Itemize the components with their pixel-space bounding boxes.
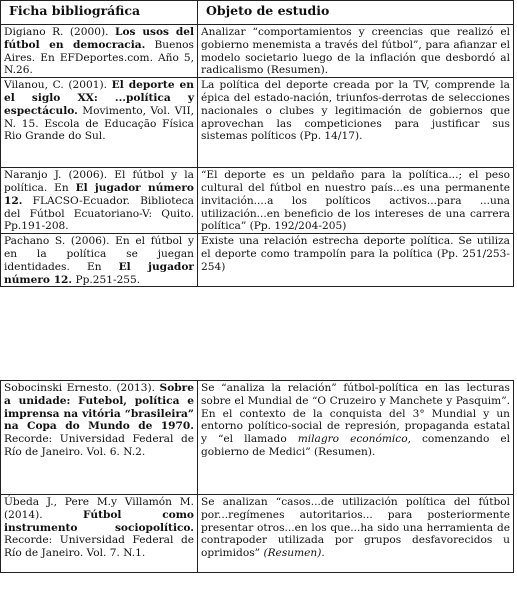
ficha-text: Recorde: Universidad Federal de Río de Janeiro. Vol. 6. N.2. xyxy=(4,433,194,458)
ficha-text: Digiano R. (2000). xyxy=(4,26,116,38)
ficha-title: Sobre a unidade: Futebol, política e imprensa na vitória “brasileira” na Copa do Mundo de 1970. xyxy=(4,382,194,433)
objeto-text: Existe una relación estrecha deporte política. Se utiliza el deporte como trampolín para la política (Pp. 251/253-254) xyxy=(201,235,510,273)
ficha-text: Naranjo J. (2006). El fútbol y la política. En xyxy=(4,169,194,194)
ficha-cell xyxy=(1,25,198,78)
ficha-title: El jugador número 12. xyxy=(4,181,194,207)
header-ficha: Ficha bibliográfica xyxy=(1,1,198,25)
table-row xyxy=(1,381,514,495)
table-row xyxy=(1,168,514,234)
ficha-text: Pachano S. (2006). En el fútbol y en la política se juegan identidades. En xyxy=(4,235,194,273)
ficha-cell xyxy=(1,495,198,573)
bibliography-table-bottom xyxy=(0,380,514,573)
ficha-title: Los usos del fútbol en democracia. xyxy=(4,26,195,51)
ficha-text: Movimento, Vol. VII, N. 15. Escola de Educação Física Rio Grande do Sul. xyxy=(4,104,194,143)
ficha-title: El deporte en el siglo XX: ...política y espectáculo. xyxy=(4,79,194,117)
ficha-cell xyxy=(1,78,198,168)
table-row xyxy=(1,25,514,78)
ficha-title: Fútbol como instrumento sociopolítico. xyxy=(4,508,194,534)
objeto-cell xyxy=(198,168,514,234)
header-objeto: Objeto de estudio xyxy=(198,1,514,25)
ficha-title: El jugador número 12. xyxy=(4,260,194,286)
objeto-cell xyxy=(198,495,514,573)
bibliography-table-top xyxy=(0,0,514,287)
table-row xyxy=(1,234,514,287)
objeto-cell xyxy=(198,381,514,495)
objeto-cell xyxy=(198,234,514,287)
objeto-text: Analizar “comportamientos y creencias que realizó el gobierno menemista a través del fútbol”, para afianzar el modelo societario luego de la inflación que desbordó al radicalismo (Resumen). xyxy=(201,26,510,77)
ficha-cell xyxy=(1,234,198,287)
objeto-cell xyxy=(198,25,514,78)
table-row xyxy=(1,78,514,168)
objeto-text: Se analizan “casos...de utilización política del fútbol por...regímenes autoritarios... para posteriormente presentar otros...en los que...ha sido una herramienta de contrapoder utilizada por grupos desfavorecidos u oprimidos” xyxy=(201,496,510,560)
ficha-text: Recorde: Universidad Federal de Río de Janeiro. Vol. 7. N.1. xyxy=(4,534,194,560)
objeto-text: “El deporte es un peldaño para la política...; el peso cultural del fútbol en nuestro país...es una permanente invitación....a los políticos activos...para ...una utilización...en beneficio de los intereses de una carrera política” (Pp. 192/204-205) xyxy=(201,169,510,233)
objeto-text: La política del deporte creada por la TV, comprende la épica del estado-nación, triunfos-derrotas de selecciones nacionales o clubes y legitimación de gobiernos que aprovechan las competiciones para justificar sus sistemas políticos (Pp. 14/17). xyxy=(201,79,510,143)
ficha-text: FLACSO-Ecuador. Biblioteca del Fútbol Ecuatoriano-V: Quito. Pp.191-208. xyxy=(4,194,194,233)
table-header-row xyxy=(1,1,514,25)
page-gap xyxy=(0,367,517,380)
table-row xyxy=(1,495,514,573)
ficha-text: Pp.251-255. xyxy=(72,273,141,286)
ficha-text: Sobocinski Ernesto. (2013). xyxy=(4,382,160,394)
objeto-text: , comenzando el gobierno de Medici” (Resumen). xyxy=(201,433,510,458)
objeto-text: Se “analiza la relación” fútbol-política en las lecturas sobre el Mundial de “O Cruzeiro y Manchete y Pasquim”. En el contexto de la conquista del 3° Mundial y un entorno político-social de represión, propaganda estatal y “el llamado xyxy=(201,382,510,446)
objeto-cell xyxy=(198,78,514,168)
ficha-text: Úbeda J., Pere M.y Villamón M. (2014). xyxy=(4,496,194,521)
objeto-italic: (Resumen). xyxy=(263,547,325,560)
ficha-cell xyxy=(1,168,198,234)
ficha-text: Buenos Aires. En EFDeportes.com. Año 5, N.26. xyxy=(4,38,194,77)
objeto-italic: milagro económico xyxy=(297,433,408,446)
ficha-text: Vilanou, C. (2001). xyxy=(4,79,112,92)
ficha-cell xyxy=(1,381,198,495)
